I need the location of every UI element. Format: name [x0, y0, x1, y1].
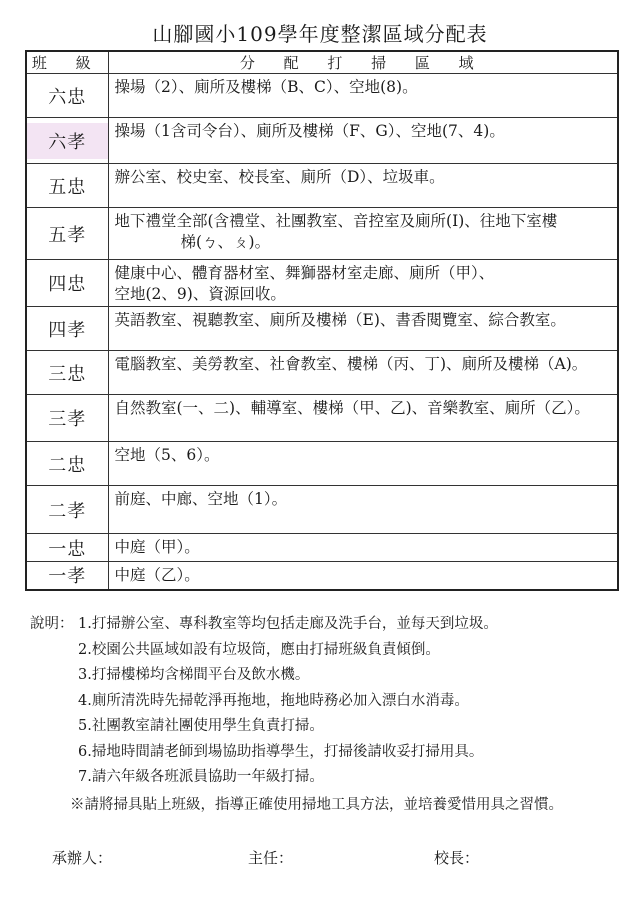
table-row — [26, 442, 618, 486]
area-line: 電腦教室、美勞教室、社會教室、樓梯（丙、丁)、廁所及樓梯（A)。 — [114, 355, 588, 373]
table-row — [26, 74, 618, 118]
area-cell — [108, 307, 618, 351]
table-row — [26, 260, 618, 307]
note-item: 3.打掃樓梯均含梯間平台及飲水機。 — [78, 667, 310, 683]
class-cell: 三孝 — [26, 395, 108, 442]
table-row — [26, 395, 618, 442]
director-label: 主任： — [248, 849, 294, 867]
class-cell: 一忠 — [26, 534, 108, 562]
table-row — [26, 208, 618, 260]
area-line: 前庭、中廊、空地（1）。 — [114, 490, 288, 508]
area-cell — [108, 351, 618, 395]
table-row — [26, 486, 618, 534]
area-cell — [108, 260, 618, 307]
area-line: 操場（1含司令台）、廁所及樓梯（F、G）、空地(7、4)。 — [114, 122, 505, 140]
table-header-row — [26, 51, 618, 74]
notes-list — [30, 612, 630, 818]
area-cell — [108, 74, 618, 118]
class-cell: 二孝 — [26, 486, 108, 534]
area-cell — [108, 208, 618, 260]
area-line: 操場（2）、廁所及樓梯（B、C）、空地(8)。 — [114, 78, 418, 96]
area-line: 空地（5、6）。 — [114, 446, 220, 464]
class-column-header: 班 級 — [26, 51, 108, 74]
table-row — [26, 164, 618, 208]
area-line: 中庭（甲）。 — [114, 538, 200, 556]
table-row — [26, 351, 618, 395]
principal-label: 校長： — [434, 849, 480, 867]
note-item: 1.打掃辦公室、專科教室等均包括走廊及洗手台，並每天到垃圾。 — [78, 616, 498, 632]
notes-lead: 說明： — [30, 616, 74, 632]
handler-label: 承辦人： — [52, 849, 113, 867]
area-line: 梯(ㄅ、ㄆ)。 — [180, 233, 271, 251]
note-item: 4.廁所清洗時先掃乾淨再拖地，拖地時務必加入漂白水消毒。 — [78, 692, 469, 709]
area-line: 辦公室、校史室、校長室、廁所（D）、垃圾車。 — [114, 168, 445, 186]
table-row — [26, 307, 618, 351]
note-item: 5.社團教室請社團使用學生負責打掃。 — [78, 718, 324, 734]
area-cell — [108, 442, 618, 486]
class-cell: 五忠 — [26, 164, 108, 208]
area-line: 中庭（乙）。 — [114, 566, 200, 584]
note-item: 6.掃地時間請老師到場協助指導學生，打掃後請收妥打掃用具。 — [78, 743, 484, 760]
table-row — [26, 562, 618, 590]
page-title: 山腳國小109學年度整潔區域分配表 — [152, 22, 488, 46]
area-line: 英語教室、視聽教室、廁所及樓梯（E)、書香閱覽室、綜合教室。 — [114, 311, 566, 329]
class-cell: 五孝 — [26, 208, 108, 260]
area-column-header: 分 配 打 掃 區 域 — [108, 51, 618, 74]
notes-section — [30, 612, 630, 818]
class-cell: 四忠 — [26, 260, 108, 307]
area-cell — [108, 164, 618, 208]
area-line: 自然教室(一、二)、輔導室、樓梯（甲、乙)、音樂教室、廁所（乙）。 — [114, 399, 590, 417]
area-cell — [108, 395, 618, 442]
note-final: ※請將掃具貼上班級，指導正確使用掃地工具方法，並培養愛惜用具之習慣。 — [70, 796, 563, 813]
note-item: 2.校園公共區域如設有垃圾筒，應由打掃班級負責傾倒。 — [78, 641, 440, 658]
area-cell — [108, 534, 618, 562]
area-line: 地下禮堂全部(含禮堂、社團教室、音控室及廁所(I)、往地下室樓 — [114, 212, 558, 230]
area-cell — [108, 562, 618, 590]
class-cell: 六忠 — [26, 74, 108, 118]
area-cell — [108, 486, 618, 534]
class-cell: 三忠 — [26, 351, 108, 395]
area-line: 空地(2、9)、資源回收。 — [114, 285, 286, 303]
note-item: 7.請六年級各班派員協助一年級打掃。 — [78, 769, 324, 785]
allocation-table — [25, 50, 619, 591]
class-cell: 一孝 — [26, 562, 108, 590]
table-row — [26, 534, 618, 562]
class-cell: 六孝 — [26, 118, 108, 164]
class-cell: 二忠 — [26, 442, 108, 486]
table-row — [26, 118, 618, 164]
class-cell: 四孝 — [26, 307, 108, 351]
area-cell — [108, 118, 618, 164]
area-line: 健康中心、體育器材室、舞獅器材室走廊、廁所（甲）、 — [114, 264, 495, 282]
